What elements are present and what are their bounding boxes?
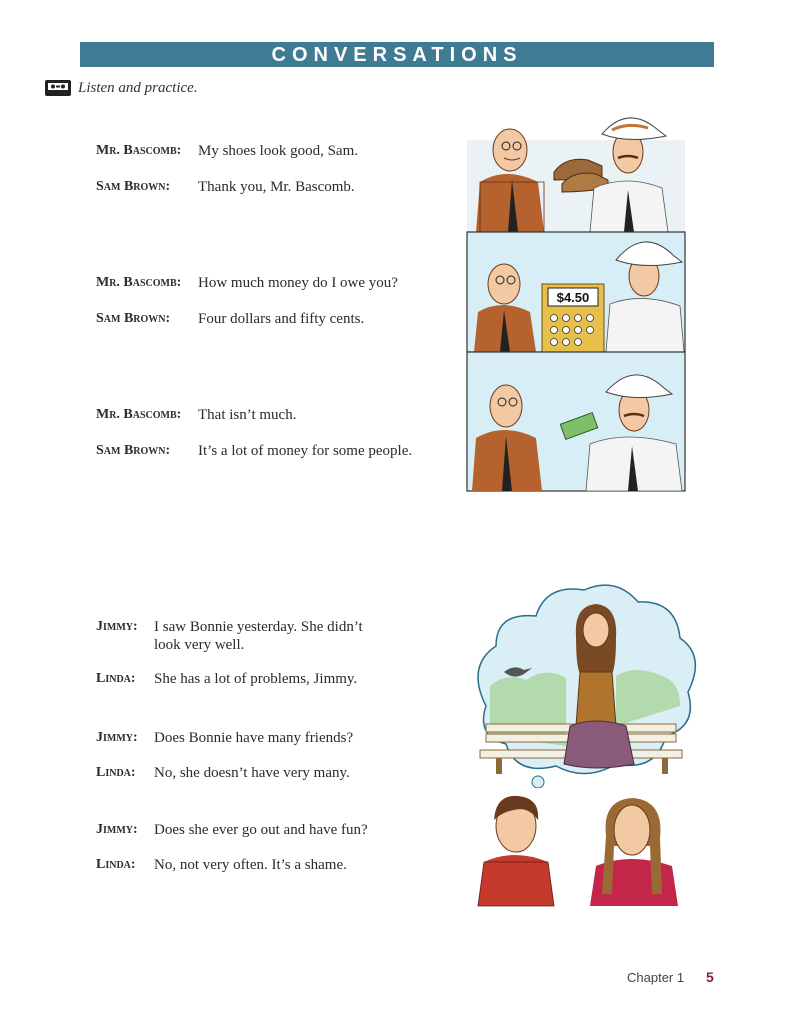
instruction — [44, 78, 198, 98]
panel-shoes — [467, 100, 685, 232]
instruction-text: Listen and practice. — [78, 79, 198, 96]
speaker: Mr. Bascomb: — [96, 407, 182, 422]
speaker: Mr. Bascomb: — [96, 275, 182, 290]
panel-register — [467, 232, 685, 352]
speaker: Jimmy: — [96, 619, 138, 634]
speaker: Linda: — [96, 857, 136, 872]
dialogue-line — [96, 274, 436, 292]
thought-cloud — [478, 585, 695, 774]
bonnie-scene — [466, 576, 700, 910]
line-text: Does Bonnie have many friends? — [154, 730, 354, 746]
dialogue-line — [96, 670, 396, 688]
line-text: Thank you, Mr. Bascomb. — [198, 179, 355, 195]
line-text: That isn’t much. — [198, 407, 297, 423]
dialogue-line — [96, 442, 441, 460]
line-text: Four dollars and fifty cents. — [198, 311, 365, 327]
page-number: 5 — [706, 969, 714, 985]
register-display: $4.50 — [556, 290, 590, 305]
comic-strip — [466, 100, 686, 492]
dialogue-line — [96, 821, 396, 839]
speaker: Sam Brown: — [96, 443, 171, 458]
section-title: CONVERSATIONS — [271, 44, 523, 66]
dialogue-line — [96, 310, 436, 328]
chapter-label: Chapter 1 — [627, 970, 685, 985]
dialogue-line — [96, 729, 396, 747]
cassette-icon[interactable] — [44, 79, 72, 97]
line-text: No, she doesn’t have very many. — [154, 765, 350, 781]
line-text: Does she ever go out and have fun? — [154, 822, 368, 838]
dialogue-line — [96, 856, 396, 874]
section-banner — [80, 42, 714, 67]
speaker: Sam Brown: — [96, 311, 171, 326]
line-text: It’s a lot of money for some people. — [198, 443, 413, 459]
dialogue-line — [96, 764, 396, 782]
speaker: Jimmy: — [96, 730, 138, 745]
dialogue-line — [96, 142, 436, 160]
line-text: No, not very often. It’s a shame. — [154, 857, 347, 873]
line-text: She has a lot of problems, Jimmy. — [154, 671, 358, 687]
speaker: Sam Brown: — [96, 179, 171, 194]
panel-jimmy-linda — [476, 788, 686, 906]
panel-payment — [467, 352, 685, 491]
dialogue-line — [96, 406, 436, 424]
speaker: Jimmy: — [96, 822, 138, 837]
speaker: Linda: — [96, 671, 136, 686]
shoe-shop-illustration — [466, 100, 686, 492]
line-text: I saw Bonnie yesterday. She didn’t look very well. — [154, 619, 363, 653]
dialogue-line — [96, 618, 386, 654]
line-text: How much money do I owe you? — [198, 275, 398, 291]
speaker: Mr. Bascomb: — [96, 143, 182, 158]
line-text: My shoes look good, Sam. — [198, 143, 359, 159]
dialogue-line — [96, 178, 436, 196]
speaker: Linda: — [96, 765, 136, 780]
park-illustration — [466, 576, 700, 910]
